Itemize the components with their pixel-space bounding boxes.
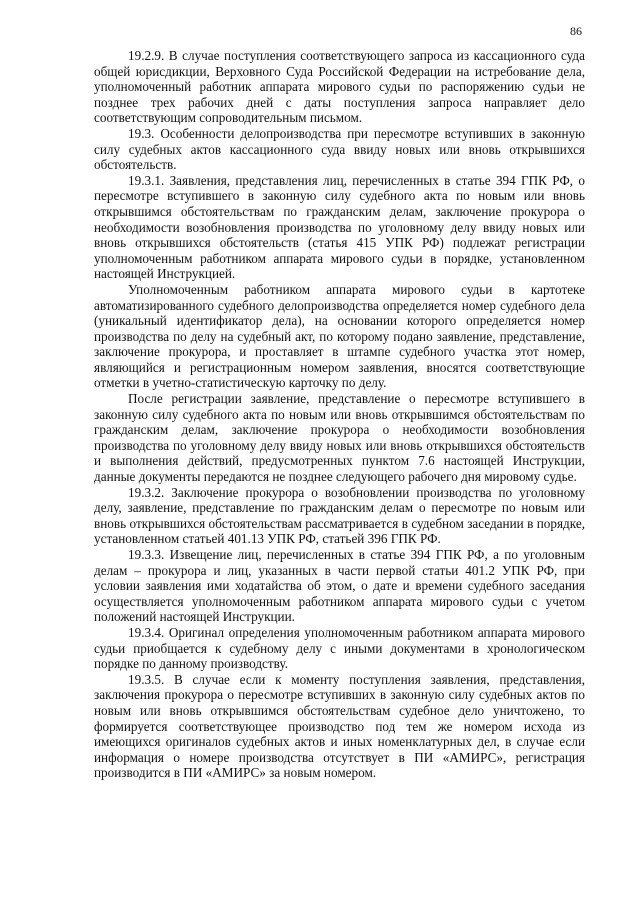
paragraph-19-3-3: 19.3.3. Извещение лиц, перечисленных в статье 394 ГПК РФ, а по уголовным делам – прокурора и лиц, указанных в части первой статьи 401.2 УПК РФ, при условии заявления ими ходатайства об этом, о дате и времени судебного заседания осуществляется уполномоченным работником аппарата мирового судьи с учетом положений настоящей Инструкции. [94, 547, 585, 625]
paragraph-19-3-5: 19.3.5. В случае если к моменту поступления заявления, представления, заключения прокурора о пересмотре вступивших в законную силу судебных актов по новым или вновь открывшимся обстоятельствам судебное дело уничтожено, то формируется соответствующее производство под тем же номером исхода из имеющихся оригиналов судебных актов и иных номенклатурных дел, в случае если информация о номере производства отсутствует в ПИ «АМИРС», регистрация производится в ПИ «АМИРС» за новым номером. [94, 671, 585, 781]
paragraph-19-3-1: 19.3.1. Заявления, представления лиц, перечисленных в статье 394 ГПК РФ, о пересмотре вступившего в законную силу судебного акта по новым или вновь открывшимся обстоятельствам по гражданским делам, заключение прокурора о необходимости возобновления производства по уголовному делу ввиду новых или вновь открывшихся обстоятельств (статья 415 УПК РФ) подлежат регистрации уполномоченным работником аппарата мирового судьи в порядке, установленном настоящей Инструкцией. [94, 172, 585, 282]
paragraph-registration-number: Уполномоченным работником аппарата мирового судьи в картотеке автоматизированного судебного делопроизводства определяется номер судебного дела (уникальный идентификатор дела), на основании которого определяется номер производства по делу на судебный акт, по которому подано заявление, представление, заключение прокурора, и проставляет в штампе судебного участка этот номер, являющийся и регистрационным номером заявления, вносятся соответствующие отметки в учетно-статистическую карточку по делу. [94, 281, 585, 391]
page-number: 86 [570, 24, 582, 38]
paragraph-19-3-2: 19.3.2. Заключение прокурора о возобновлении производства по уголовному делу, заявление, представление по гражданским делам о пересмотре по новым или вновь открывшихся обстоятельствам рассматривается в судебном заседании в порядке, установленном статьей 401.13 УПК РФ, статьей 396 ГПК РФ. [94, 484, 585, 547]
paragraph-19-2-9: 19.2.9. В случае поступления соответствующего запроса из кассационного суда общей юрисдикции, Верховного Суда Российской Федерации на истребование дела, уполномоченный работник аппарата мирового судьи по распоряжению судьи не позднее трех рабочих дней с даты поступления запроса направляет дело соответствующим сопроводительным письмом. [94, 48, 585, 126]
paragraph-after-registration: После регистрации заявление, представление о пересмотре вступившего в законную силу судебного акта по новым или вновь открывшимся обстоятельствам по гражданским делам, заключение прокурора о необходимости возобновления производства по уголовному делу ввиду новых или вновь открывшихся обстоятельств и выполнения действий, предусмотренных пунктом 7.6 настоящей Инструкции, данные документы передаются не позднее следующего рабочего дня мировому судье. [94, 391, 585, 485]
document-body [94, 48, 585, 781]
paragraph-19-3: 19.3. Особенности делопроизводства при пересмотре вступивших в законную силу судебных актов кассационного суда ввиду новых или вновь открывшихся обстоятельств. [94, 125, 585, 173]
paragraph-19-3-4: 19.3.4. Оригинал определения уполномоченным работником аппарата мирового судьи приобщается к судебному делу с иными документами в хронологическом порядке по данному производству. [94, 624, 585, 672]
